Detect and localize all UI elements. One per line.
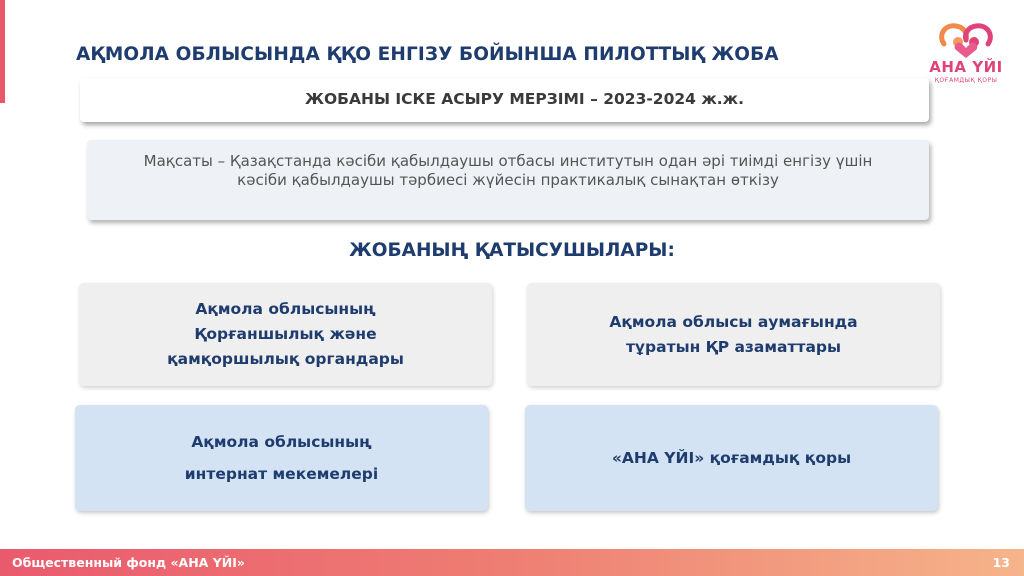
period-text: ЖОБАНЫ ІСКЕ АСЫРУ МЕРЗІМІ – 2023-2024 ж.ж. — [305, 90, 744, 108]
goal-box — [87, 140, 929, 220]
participant-card-ana-uyi-fund: «АНА ҮЙІ» қоғамдық қоры — [525, 405, 938, 511]
participant-card-guardianship: Ақмола облысының Қорғаншылық және қамқоршылық органдары — [79, 283, 492, 386]
page-number: 13 — [992, 555, 1010, 570]
period-banner — [80, 78, 929, 122]
participant-card-citizens: Ақмола облысы аумағында тұратын ҚР азаматтары — [527, 283, 940, 386]
footer-text: Общественный фонд «АНА ҮЙІ» — [12, 555, 245, 570]
participants-heading: ЖОБАНЫҢ ҚАТЫСУШЫЛАРЫ: — [349, 240, 675, 261]
logo — [928, 20, 1004, 90]
participant-card-boarding-institutions: Ақмола облысының интернат мекемелері — [75, 405, 488, 511]
slide-title: АҚМОЛА ОБЛЫСЫНДА ҚҚО ЕНГІЗУ БОЙЫНША ПИЛОТТЫҚ ЖОБА — [76, 44, 779, 65]
logo-name: АНА ҮЙІ — [929, 58, 1003, 76]
footer-bar — [0, 549, 1024, 576]
logo-subtitle: ҚОҒАМДЫҚ ҚОРЫ — [934, 77, 998, 84]
goal-text: Мақсаты – Қазақстанда кәсіби қабылдаушы отбасы институтын одан әрі тиімді енгізу үшін кәсіби қабылдаушы тәрбиесі жүйесін практикалық сынақтан өткізу — [143, 152, 873, 189]
left-accent-bar — [0, 0, 5, 103]
family-hearts-icon — [934, 20, 998, 60]
